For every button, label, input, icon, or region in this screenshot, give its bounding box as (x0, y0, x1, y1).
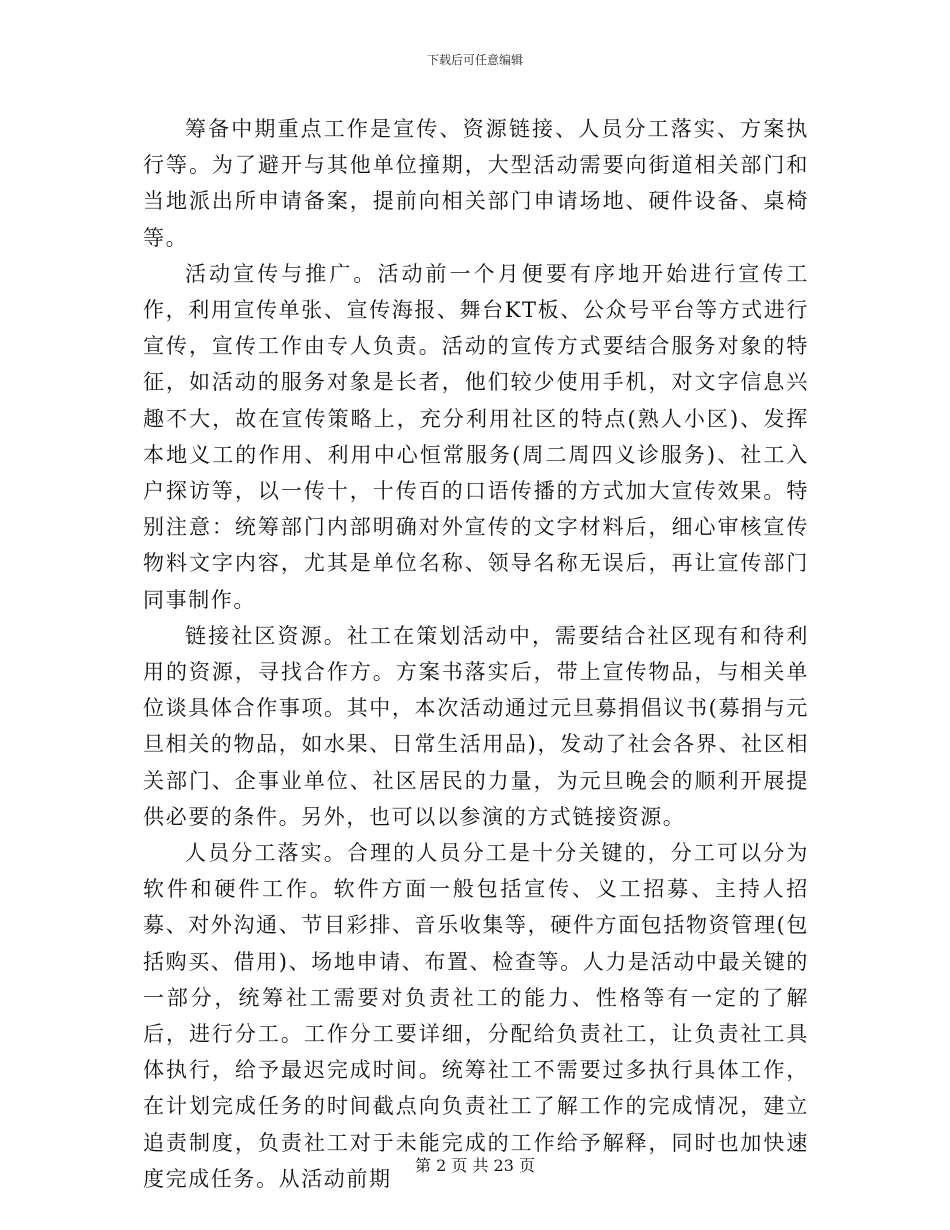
page-number: 第 2 页 共 23 页 (415, 1156, 535, 1175)
paragraph-staffing: 人员分工落实。合理的人员分工是十分关键的，分工可以分为软件和硬件工作。软件方面一般包括宣传、义工招募、主持人招募、对外沟通、节目彩排、音乐收集等，硬件方面包括物资管理(包括购买、借用)、场地申请、布置、检查等。人力是活动中最关键的一部分，统筹社工需要对负责社工的能力、性格等有一定的了解后，进行分工。工作分工要详细，分配给负责社工，让负责社工具体执行，给予最迟完成时间。统筹社工不需要过多执行具体工作，在计划完成任务的时间截点向负责社工了解工作的完成情况，建立追责制度，负责社工对于未能完成的工作给予解释，同时也加快速度完成任务。从活动前期 (143, 841, 809, 1191)
document-body (143, 111, 809, 1197)
paragraph-preparation: 筹备中期重点工作是宣传、资源链接、人员分工落实、方案执行等。为了避开与其他单位撞期，大型活动需要向街道相关部门和当地派出所申请备案，提前向相关部门申请场地、硬件设备、桌椅等。 (143, 117, 809, 250)
page-header: 下载后可任意编辑 (426, 53, 523, 67)
paragraph-resources: 链接社区资源。社工在策划活动中，需要结合社区现有和待利用的资源，寻找合作方。方案书落实后，带上宣传物品，与相关单位谈具体合作事项。其中，本次活动通过元旦募捐倡议书(募捐与元旦相关的物品，如水果、日常生活用品)，发动了社会各界、社区相关部门、企事业单位、社区居民的力量，为元旦晚会的顺利开展提供必要的条件。另外，也可以以参演的方式链接资源。 (143, 623, 809, 829)
paragraph-publicity: 活动宣传与推广。活动前一个月便要有序地开始进行宣传工作，利用宣传单张、宣传海报、舞台KT板、公众号平台等方式进行宣传，宣传工作由专人负责。活动的宣传方式要结合服务对象的特征，如活动的服务对象是长者，他们较少使用手机，对文字信息兴趣不大，故在宣传策略上，充分利用社区的特点(熟人小区)、发挥本地义工的作用、利用中心恒常服务(周二周四义诊服务)、社工入户探访等，以一传十，十传百的口语传播的方式加大宣传效果。特别注意：统筹部门内部明确对外宣传的文字材料后，细心审核宣传物料文字内容，尤其是单位名称、领导名称无误后，再让宣传部门同事制作。 (143, 261, 809, 612)
